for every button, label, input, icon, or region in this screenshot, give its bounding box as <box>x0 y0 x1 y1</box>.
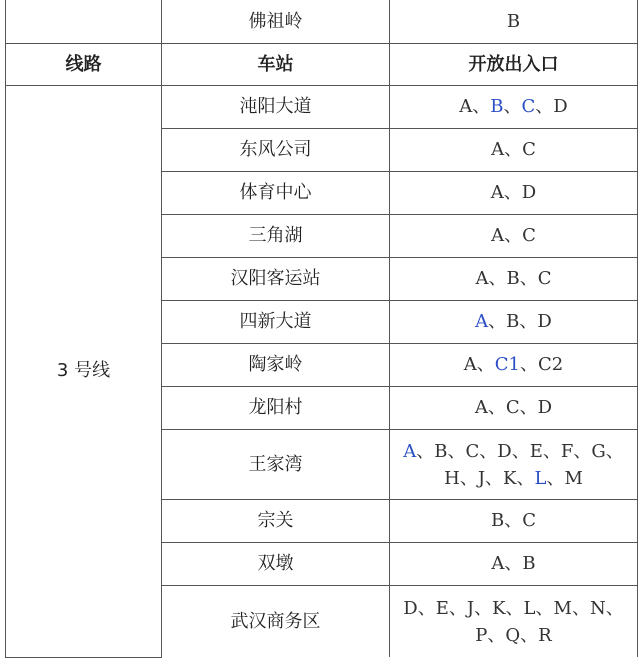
exit-code: F <box>560 440 574 462</box>
exit-code: D <box>537 397 553 418</box>
station-name: 沌阳大道 <box>162 86 390 129</box>
header-line: 线路 <box>6 44 162 86</box>
station-name: 武汉商务区 <box>162 586 390 658</box>
exit-separator: 、 <box>503 96 522 117</box>
exit-code: A <box>475 268 489 289</box>
station-name: 王家湾 <box>162 430 390 500</box>
station-name: 佛祖岭 <box>162 0 390 44</box>
header-exits: 开放出入口 <box>390 44 638 86</box>
exit-separator: 、 <box>504 139 523 160</box>
header-station: 车站 <box>162 44 390 86</box>
exit-code: D <box>537 311 552 332</box>
table-row <box>6 86 638 129</box>
exit-code: A <box>491 139 505 160</box>
exit-code: B <box>506 10 521 32</box>
exit-separator: 、 <box>487 624 506 646</box>
exit-code: C <box>465 440 480 462</box>
exit-separator: 、 <box>542 440 561 462</box>
exit-separator: 、 <box>571 597 590 619</box>
exit-code: H <box>444 467 460 489</box>
exit-code: M <box>553 597 572 619</box>
exit-list <box>390 0 638 44</box>
exit-list <box>390 215 638 258</box>
exit-code: B <box>506 268 520 289</box>
exit-separator: 、 <box>605 597 624 619</box>
exit-separator: 、 <box>417 597 436 619</box>
exit-code: A <box>491 225 505 246</box>
station-name: 东风公司 <box>162 129 390 172</box>
exit-code: A <box>475 311 489 332</box>
exit-code: B <box>506 311 520 332</box>
line-name-cell <box>6 86 162 658</box>
exit-code: A <box>463 354 477 375</box>
exit-separator: 、 <box>546 467 565 489</box>
exit-separator: 、 <box>504 510 523 531</box>
exit-list <box>390 86 638 129</box>
exit-separator: 、 <box>416 440 435 462</box>
exit-separator: 、 <box>519 311 538 332</box>
exit-separator: 、 <box>448 597 467 619</box>
exit-code: R <box>538 624 552 646</box>
station-name: 四新大道 <box>162 301 390 344</box>
table-row <box>6 0 638 44</box>
exit-code: C <box>522 510 536 531</box>
exit-separator: 、 <box>519 397 538 418</box>
exit-code: C <box>522 139 536 160</box>
exit-separator: 、 <box>520 354 538 375</box>
exit-code: D <box>497 440 512 462</box>
exit-separator: 、 <box>516 467 535 489</box>
exit-code: P <box>475 624 488 646</box>
exit-separator: 、 <box>503 182 522 203</box>
exit-list <box>390 543 638 586</box>
exit-list <box>390 586 638 658</box>
exit-code: D <box>403 597 418 619</box>
exit-list <box>390 129 638 172</box>
exit-separator: 、 <box>474 597 493 619</box>
exit-separator: 、 <box>505 597 524 619</box>
exit-separator: 、 <box>488 311 507 332</box>
exit-code: L <box>534 467 547 489</box>
exit-list <box>390 301 638 344</box>
station-name: 三角湖 <box>162 215 390 258</box>
exit-list <box>390 387 638 430</box>
header-row <box>6 44 638 86</box>
exit-separator: 、 <box>485 467 504 489</box>
exit-code: A <box>474 397 488 418</box>
exit-code: A <box>459 96 473 117</box>
exit-code: K <box>492 597 506 619</box>
station-name: 龙阳村 <box>162 387 390 430</box>
exit-code: C <box>505 397 520 418</box>
exit-code: C <box>521 96 536 117</box>
exit-separator: 、 <box>479 440 498 462</box>
exit-code: C <box>522 225 536 246</box>
station-name: 汉阳客运站 <box>162 258 390 301</box>
exit-separator: 、 <box>605 440 624 462</box>
exit-separator: 、 <box>459 467 478 489</box>
exit-separator: 、 <box>573 440 592 462</box>
exit-code: B <box>434 440 448 462</box>
station-name: 体育中心 <box>162 172 390 215</box>
exit-separator: 、 <box>504 553 523 574</box>
exit-list <box>390 172 638 215</box>
exit-separator: 、 <box>472 96 491 117</box>
line-name: 3 号线 <box>56 360 111 382</box>
exit-code: Q <box>505 624 521 646</box>
exit-code: D <box>521 182 537 203</box>
exit-code: E <box>435 597 449 619</box>
exit-code: K <box>503 467 517 489</box>
exit-code: C1 <box>494 354 520 375</box>
station-name: 宗关 <box>162 500 390 543</box>
exit-code: J <box>466 597 475 619</box>
exit-code: C <box>537 268 552 289</box>
exit-list <box>390 344 638 387</box>
exit-code: M <box>564 467 583 489</box>
exit-separator: 、 <box>488 268 507 289</box>
exit-code: N <box>589 597 606 619</box>
exit-list <box>390 258 638 301</box>
exit-separator: 、 <box>476 354 495 375</box>
exit-code: B <box>490 510 505 531</box>
exit-code: G <box>591 440 606 462</box>
exit-separator: 、 <box>447 440 466 462</box>
exit-separator: 、 <box>511 440 530 462</box>
exit-code: J <box>477 467 486 489</box>
exit-code: D <box>553 96 568 117</box>
metro-exits-table <box>5 0 638 658</box>
exit-separator: 、 <box>519 268 538 289</box>
line-cell-empty <box>6 0 162 44</box>
exit-code: B <box>490 96 504 117</box>
exit-code: A <box>490 182 504 203</box>
station-name: 陶家岭 <box>162 344 390 387</box>
exit-separator: 、 <box>504 225 523 246</box>
exit-separator: 、 <box>520 624 539 646</box>
exit-code: A <box>403 440 417 462</box>
exit-code: B <box>522 553 536 574</box>
exit-code: A <box>491 553 505 574</box>
exit-code: C2 <box>538 354 564 375</box>
exit-code: L <box>523 597 536 619</box>
exit-code: E <box>529 440 543 462</box>
exit-separator: 、 <box>487 397 506 418</box>
exit-list <box>390 500 638 543</box>
exit-list <box>390 430 638 500</box>
station-name: 双墩 <box>162 543 390 586</box>
exit-separator: 、 <box>535 96 554 117</box>
exit-separator: 、 <box>535 597 554 619</box>
